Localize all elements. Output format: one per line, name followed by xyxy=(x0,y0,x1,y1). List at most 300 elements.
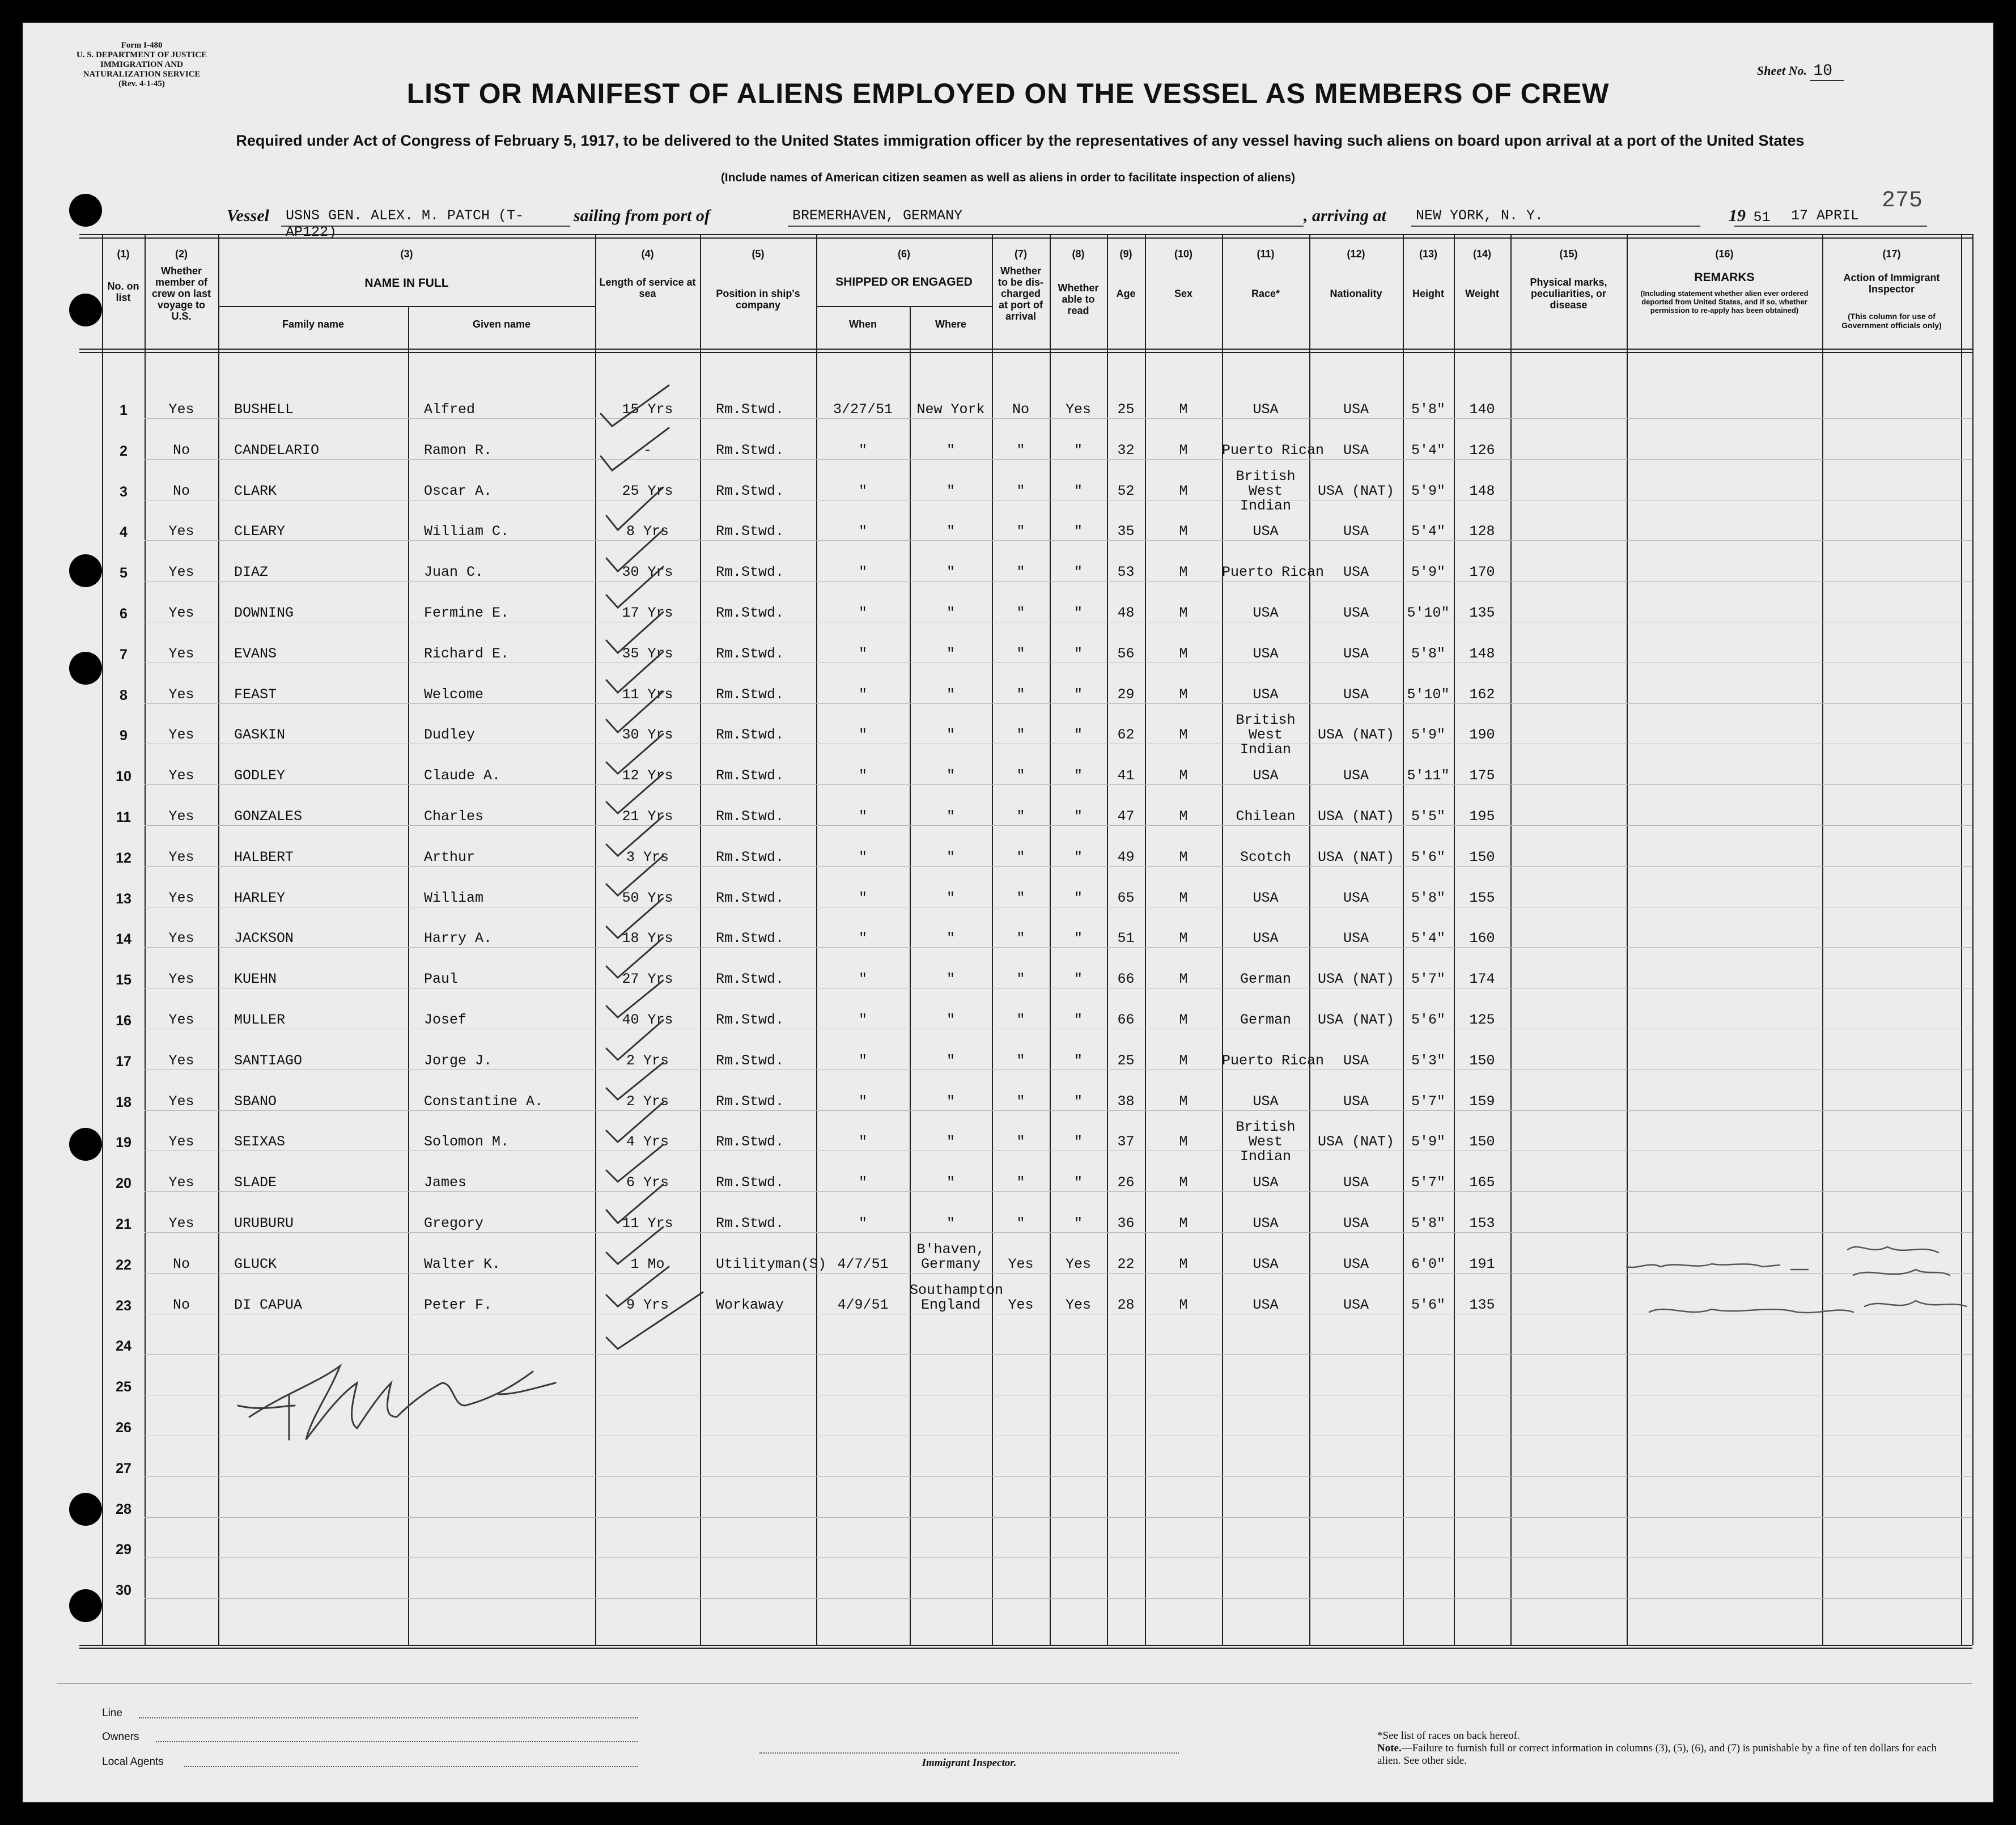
header-where: Where xyxy=(935,319,966,330)
cell-w: " xyxy=(858,930,867,947)
cell-s: M xyxy=(1179,686,1188,703)
cell-g: Oscar A. xyxy=(424,482,493,499)
cell-a: 48 xyxy=(1117,605,1135,621)
cell-a: 26 xyxy=(1117,1174,1135,1191)
cell-race: USA xyxy=(1253,1215,1279,1232)
revision: (Rev. 4-1-45) xyxy=(118,79,165,88)
cell-f: DOWNING xyxy=(234,605,294,621)
cell-wh: B'haven, Germany xyxy=(916,1241,985,1272)
cell-wh: " xyxy=(946,889,955,906)
row-number: 7 xyxy=(120,646,128,663)
cell-race: British West Indian xyxy=(1236,712,1296,758)
cell-s: M xyxy=(1179,1215,1188,1232)
cell-l: 9 Yrs xyxy=(626,1296,669,1313)
cell-race: Chilean xyxy=(1236,808,1296,825)
row-number: 12 xyxy=(116,850,131,866)
cell-f: DIAZ xyxy=(234,564,269,581)
cell-wt: 140 xyxy=(1469,401,1495,418)
cell-p: Rm.Stwd. xyxy=(716,808,784,825)
cell-p: Rm.Stwd. xyxy=(716,971,784,988)
cell-h: 5'7" xyxy=(1411,1093,1445,1110)
row-number: 26 xyxy=(116,1420,131,1436)
departure-port: BREMERHAVEN, GERMANY xyxy=(788,207,1304,227)
cell-w: " xyxy=(858,605,867,621)
cell-d: " xyxy=(1016,1215,1025,1232)
cell-s: M xyxy=(1179,971,1188,988)
cell-l: 35 Yrs xyxy=(622,645,673,662)
cell-w: " xyxy=(858,1215,867,1232)
row-number: 28 xyxy=(116,1501,131,1517)
cell-d: Yes xyxy=(1008,1255,1034,1272)
cell-g: Dudley xyxy=(424,727,476,744)
cell-w: " xyxy=(858,971,867,988)
cell-l: 21 Yrs xyxy=(622,808,673,825)
inspector-label: Immigrant Inspector. xyxy=(922,1757,1017,1769)
cell-nat: USA xyxy=(1343,401,1369,418)
cell-m: Yes xyxy=(168,1093,194,1110)
column-number: (8) xyxy=(1072,248,1085,260)
cell-w: " xyxy=(858,889,867,906)
cell-wh: " xyxy=(946,686,955,703)
cell-wt: 150 xyxy=(1469,1052,1495,1069)
note-text: —Failure to furnish full or correct information in columns (3), (5), (6), and (7) is punishable by a fine of ten dollars for each alien. See other side. xyxy=(1377,1742,1937,1767)
cell-d: " xyxy=(1016,848,1025,865)
cell-p: Rm.Stwd. xyxy=(716,1134,784,1151)
cell-r: " xyxy=(1073,442,1083,459)
check-mark-icon xyxy=(606,938,663,978)
header-discharged: Whether to be dis-charged at port of arrival xyxy=(998,265,1043,322)
footer-note xyxy=(1377,1730,1944,1767)
cell-r: " xyxy=(1073,971,1083,988)
cell-l: 40 Yrs xyxy=(622,1012,673,1028)
cell-f: JACKSON xyxy=(234,930,294,947)
cell-f: DI CAPUA xyxy=(234,1296,303,1313)
cell-wt: 126 xyxy=(1469,442,1495,459)
check-mark-icon xyxy=(606,1227,663,1264)
cell-g: Peter F. xyxy=(424,1296,493,1313)
cell-wt: 148 xyxy=(1469,482,1495,499)
column-number: (11) xyxy=(1257,248,1275,260)
cell-a: 22 xyxy=(1117,1255,1135,1272)
row-number: 1 xyxy=(120,402,128,418)
cell-wt: 155 xyxy=(1469,889,1495,906)
row-number: 3 xyxy=(120,483,128,500)
cell-wh: " xyxy=(946,848,955,865)
cell-l: 3 Yrs xyxy=(626,848,669,865)
cell-a: 35 xyxy=(1117,523,1135,540)
cell-nat: USA xyxy=(1343,1296,1369,1313)
cell-g: Richard E. xyxy=(424,645,510,662)
cell-wh: " xyxy=(946,930,955,947)
cell-f: HALBERT xyxy=(234,848,294,865)
cell-r: Yes xyxy=(1065,1255,1091,1272)
cell-wt: 128 xyxy=(1469,523,1495,540)
row-number: 23 xyxy=(116,1297,131,1314)
header-no: No. on list xyxy=(107,281,139,303)
cell-r: " xyxy=(1073,1174,1083,1191)
cell-s: M xyxy=(1179,1093,1188,1110)
cell-s: M xyxy=(1179,1134,1188,1151)
cell-r: " xyxy=(1073,889,1083,906)
handwriting-overlay xyxy=(23,23,1993,1802)
cell-l: - xyxy=(643,442,652,459)
page-title: LIST OR MANIFEST OF ALIENS EMPLOYED ON THE VESSEL AS MEMBERS OF CREW xyxy=(406,78,1610,109)
row-number: 15 xyxy=(116,972,131,988)
sheet-label: Sheet No. xyxy=(1757,63,1807,78)
cell-f: SANTIAGO xyxy=(234,1052,303,1069)
cell-h: 5'10" xyxy=(1407,686,1450,703)
cell-r: " xyxy=(1073,523,1083,540)
cell-g: Gregory xyxy=(424,1215,484,1232)
cell-h: 5'5" xyxy=(1411,808,1445,825)
cell-a: 52 xyxy=(1117,482,1135,499)
cell-d: " xyxy=(1016,482,1025,499)
column-number: (16) xyxy=(1715,248,1734,260)
cell-l: 12 Yrs xyxy=(622,767,673,784)
cell-wt: 162 xyxy=(1469,686,1495,703)
cell-f: SEIXAS xyxy=(234,1134,286,1151)
cell-nat: USA (NAT) xyxy=(1317,808,1395,825)
cell-nat: USA (NAT) xyxy=(1317,1134,1395,1151)
cell-m: Yes xyxy=(168,645,194,662)
cell-w: 3/27/51 xyxy=(833,401,893,418)
cell-h: 5'6" xyxy=(1411,848,1445,865)
cell-p: Workaway xyxy=(716,1296,784,1313)
service: IMMIGRATION AND NATURALIZATION SERVICE xyxy=(83,60,201,79)
check-mark-icon xyxy=(606,691,663,732)
footer-line-label: Line xyxy=(102,1707,122,1719)
note-lead: Note. xyxy=(1377,1742,1402,1754)
row-number: 11 xyxy=(116,809,131,825)
cell-g: James xyxy=(424,1174,467,1191)
cell-race: USA xyxy=(1253,1296,1279,1313)
cell-r: " xyxy=(1073,808,1083,825)
cell-h: 5'3" xyxy=(1411,1052,1445,1069)
cell-m: Yes xyxy=(168,686,194,703)
check-mark-icon xyxy=(606,774,663,813)
cell-r: " xyxy=(1073,1012,1083,1028)
cell-wh: New York xyxy=(916,401,985,418)
cell-f: CANDELARIO xyxy=(234,442,320,459)
cell-a: 49 xyxy=(1117,848,1135,865)
cell-h: 5'8" xyxy=(1411,645,1445,662)
form-number: Form I-480 xyxy=(121,41,163,50)
cell-w: " xyxy=(858,564,867,581)
row-number: 20 xyxy=(116,1175,131,1192)
cell-race: Puerto Rican xyxy=(1222,564,1325,581)
cell-l: 2 Yrs xyxy=(626,1052,669,1069)
footer-line-field xyxy=(139,1717,638,1718)
remarks-handwriting-icon xyxy=(1627,1247,1967,1313)
cell-w: " xyxy=(858,1093,867,1110)
cell-l: 27 Yrs xyxy=(622,971,673,988)
cell-m: Yes xyxy=(168,1012,194,1028)
cell-race: USA xyxy=(1253,605,1279,621)
header-length: Length of service at sea xyxy=(599,277,696,299)
cell-m: Yes xyxy=(168,523,194,540)
cell-wh: " xyxy=(946,645,955,662)
cell-wh: " xyxy=(946,1215,955,1232)
header-sex: Sex xyxy=(1174,288,1193,299)
cell-p: Rm.Stwd. xyxy=(716,1093,784,1110)
cell-h: 5'4" xyxy=(1411,523,1445,540)
header-shipped: SHIPPED OR ENGAGED xyxy=(835,275,973,288)
cell-nat: USA xyxy=(1343,1052,1369,1069)
cell-wh: " xyxy=(946,442,955,459)
cell-g: Solomon M. xyxy=(424,1134,510,1151)
header-age: Age xyxy=(1116,288,1136,299)
cell-d: " xyxy=(1016,1134,1025,1151)
check-mark-icon xyxy=(601,385,669,426)
cell-f: URUBURU xyxy=(234,1215,294,1232)
cell-g: Ramon R. xyxy=(424,442,493,459)
cell-race: Scotch xyxy=(1240,848,1291,865)
row-number: 16 xyxy=(116,1013,131,1029)
cell-w: " xyxy=(858,727,867,744)
cell-l: 11 Yrs xyxy=(622,686,673,703)
cell-race: German xyxy=(1240,1012,1291,1028)
cell-r: " xyxy=(1073,686,1083,703)
cell-w: " xyxy=(858,442,867,459)
cell-a: 53 xyxy=(1117,564,1135,581)
cell-a: 25 xyxy=(1117,1052,1135,1069)
check-mark-icon xyxy=(606,734,663,774)
cell-f: GASKIN xyxy=(234,727,286,744)
cell-s: M xyxy=(1179,605,1188,621)
cell-p: Rm.Stwd. xyxy=(716,564,784,581)
arriving-label: , arriving at xyxy=(1304,206,1386,225)
cell-nat: USA (NAT) xyxy=(1317,971,1395,988)
cell-g: Arthur xyxy=(424,848,476,865)
check-marks xyxy=(601,385,703,1349)
column-number: (7) xyxy=(1015,248,1027,260)
cell-wt: 125 xyxy=(1469,1012,1495,1028)
header-remarks-sub: (Including statement whether alien ever ordered deported from United States, and if so, whether permission to re-apply has been obtained) xyxy=(1640,289,1809,315)
cell-m: Yes xyxy=(168,767,194,784)
cell-race: USA xyxy=(1253,523,1279,540)
cell-wh: " xyxy=(946,523,955,540)
cell-l: 4 Yrs xyxy=(626,1134,669,1151)
cell-race: USA xyxy=(1253,401,1279,418)
sailing-label: sailing from port of xyxy=(574,206,710,225)
cell-wt: 135 xyxy=(1469,1296,1495,1313)
cell-s: M xyxy=(1179,930,1188,947)
row-number: 25 xyxy=(116,1379,131,1395)
cell-w: " xyxy=(858,1174,867,1191)
arrival-port: NEW YORK, N. Y. xyxy=(1411,207,1700,227)
cell-race: British West Indian xyxy=(1236,468,1296,514)
cell-d: " xyxy=(1016,1174,1025,1191)
cell-m: Yes xyxy=(168,808,194,825)
cell-g: Fermine E. xyxy=(424,605,510,621)
cell-f: FEAST xyxy=(234,686,277,703)
cell-s: M xyxy=(1179,401,1188,418)
cell-s: M xyxy=(1179,1255,1188,1272)
cell-nat: USA (NAT) xyxy=(1317,482,1395,499)
header-physical: Physical marks, peculiarities, or disease xyxy=(1530,277,1607,311)
cell-w: 4/9/51 xyxy=(837,1296,889,1313)
check-mark-icon xyxy=(606,530,663,571)
cell-wh: " xyxy=(946,1134,955,1151)
column-number: (5) xyxy=(752,248,765,260)
cell-s: M xyxy=(1179,727,1188,744)
cell-a: 32 xyxy=(1117,442,1135,459)
row-number: 21 xyxy=(116,1216,131,1232)
cell-p: Rm.Stwd. xyxy=(716,1012,784,1028)
cell-m: Yes xyxy=(168,930,194,947)
row-number: 10 xyxy=(116,769,131,785)
cell-w: " xyxy=(858,1134,867,1151)
cell-p: Rm.Stwd. xyxy=(716,645,784,662)
cell-s: M xyxy=(1179,1174,1188,1191)
cell-wh: " xyxy=(946,1093,955,1110)
header-remarks: REMARKS xyxy=(1694,271,1755,284)
vessel-name: USNS GEN. ALEX. M. PATCH (T-AP122) xyxy=(281,207,570,227)
check-mark-icon xyxy=(606,1102,663,1142)
cell-nat: USA xyxy=(1343,1093,1369,1110)
cell-m: Yes xyxy=(168,1052,194,1069)
cell-f: GONZALES xyxy=(234,808,303,825)
column-number: (1) xyxy=(117,248,130,260)
footer-owners-label: Owners xyxy=(102,1731,139,1743)
cell-m: Yes xyxy=(168,401,194,418)
cell-r: " xyxy=(1073,1134,1083,1151)
row-number: 17 xyxy=(116,1053,131,1069)
cell-r: Yes xyxy=(1065,401,1091,418)
cell-r: " xyxy=(1073,727,1083,744)
cell-w: 4/7/51 xyxy=(837,1255,889,1272)
cell-a: 62 xyxy=(1117,727,1135,744)
cell-p: Rm.Stwd. xyxy=(716,727,784,744)
cell-nat: USA xyxy=(1343,605,1369,621)
cell-a: 47 xyxy=(1117,808,1135,825)
check-mark-icon xyxy=(606,981,663,1017)
header-given: Given name xyxy=(472,319,531,330)
cell-s: M xyxy=(1179,889,1188,906)
cell-r: " xyxy=(1073,564,1083,581)
cell-wh: " xyxy=(946,767,955,784)
cell-p: Rm.Stwd. xyxy=(716,482,784,499)
row-number: 22 xyxy=(116,1257,131,1273)
row-number: 4 xyxy=(120,524,128,541)
cell-w: " xyxy=(858,523,867,540)
cell-s: M xyxy=(1179,848,1188,865)
column-number: (10) xyxy=(1174,248,1192,260)
cell-d: " xyxy=(1016,605,1025,621)
header-height: Height xyxy=(1412,288,1444,299)
check-mark-icon xyxy=(606,1145,663,1182)
row-number: 13 xyxy=(116,890,131,907)
cell-a: 41 xyxy=(1117,767,1135,784)
cell-p: Rm.Stwd. xyxy=(716,605,784,621)
cell-s: M xyxy=(1179,564,1188,581)
footer-agents-label: Local Agents xyxy=(102,1756,164,1768)
cell-s: M xyxy=(1179,523,1188,540)
cell-d: " xyxy=(1016,1012,1025,1028)
cell-nat: USA xyxy=(1343,523,1369,540)
department: U. S. DEPARTMENT OF JUSTICE xyxy=(76,50,207,60)
row-number: 14 xyxy=(116,931,131,948)
cell-wt: 150 xyxy=(1469,1134,1495,1151)
cell-w: " xyxy=(858,848,867,865)
cell-s: M xyxy=(1179,808,1188,825)
cell-d: " xyxy=(1016,564,1025,581)
year-prefix: 19 xyxy=(1729,206,1746,225)
header-weight: Weight xyxy=(1465,288,1499,299)
cell-p: Utilityman(S) xyxy=(716,1255,827,1272)
cell-r: " xyxy=(1073,482,1083,499)
cell-h: 5'8" xyxy=(1411,401,1445,418)
row-number: 8 xyxy=(120,687,128,703)
header-family: Family name xyxy=(282,319,345,330)
cell-wt: 190 xyxy=(1469,727,1495,744)
cell-h: 5'8" xyxy=(1411,889,1445,906)
cell-g: Paul xyxy=(424,971,459,988)
arrival-date: 17 APRIL xyxy=(1734,207,1927,227)
cell-wh: " xyxy=(946,808,955,825)
race-note: *See list of races on back hereof. xyxy=(1377,1730,1520,1742)
column-number: (15) xyxy=(1559,248,1578,260)
column-number: (3) xyxy=(400,248,413,260)
check-mark-icon xyxy=(606,1020,663,1060)
cell-g: Charles xyxy=(424,808,484,825)
cell-f: CLEARY xyxy=(234,523,286,540)
cell-race: German xyxy=(1240,971,1291,988)
cell-m: Yes xyxy=(168,848,194,865)
column-number: (9) xyxy=(1119,248,1132,260)
column-number: (12) xyxy=(1347,248,1365,260)
cell-d: " xyxy=(1016,686,1025,703)
cell-race: Puerto Rican xyxy=(1222,1052,1325,1069)
cell-p: Rm.Stwd. xyxy=(716,1215,784,1232)
cell-wh: " xyxy=(946,605,955,621)
cell-m: Yes xyxy=(168,1134,194,1151)
cell-g: Juan C. xyxy=(424,564,484,581)
row-number: 29 xyxy=(116,1542,131,1558)
check-mark-icon xyxy=(606,567,663,608)
cell-nat: USA (NAT) xyxy=(1317,1012,1395,1028)
cell-d: " xyxy=(1016,442,1025,459)
cell-nat: USA (NAT) xyxy=(1317,727,1395,744)
cell-h: 5'9" xyxy=(1411,482,1445,499)
cell-w: " xyxy=(858,808,867,825)
cell-f: GODLEY xyxy=(234,767,286,784)
cell-wt: 191 xyxy=(1469,1255,1495,1272)
sheet-number-value: 10 xyxy=(1810,62,1844,81)
cell-m: Yes xyxy=(168,971,194,988)
check-mark-icon xyxy=(606,612,663,653)
cell-l: 17 Yrs xyxy=(622,605,673,621)
header-nationality: Nationality xyxy=(1330,288,1382,299)
cell-w: " xyxy=(858,767,867,784)
cell-d: " xyxy=(1016,523,1025,540)
cell-p: Rm.Stwd. xyxy=(716,767,784,784)
cell-s: M xyxy=(1179,442,1188,459)
cell-l: 30 Yrs xyxy=(622,564,673,581)
cell-f: CLARK xyxy=(234,482,277,499)
header-member: Whether member of crew on last voyage to U.S. xyxy=(151,265,211,322)
cell-r: " xyxy=(1073,848,1083,865)
cell-g: Constantine A. xyxy=(424,1093,544,1110)
cell-l: 30 Yrs xyxy=(622,727,673,744)
cell-r: " xyxy=(1073,605,1083,621)
cell-s: M xyxy=(1179,1296,1188,1313)
cell-a: 29 xyxy=(1117,686,1135,703)
cell-s: M xyxy=(1179,767,1188,784)
check-mark-icon xyxy=(606,1267,669,1306)
cell-f: HARLEY xyxy=(234,889,286,906)
cell-h: 5'6" xyxy=(1411,1296,1445,1313)
